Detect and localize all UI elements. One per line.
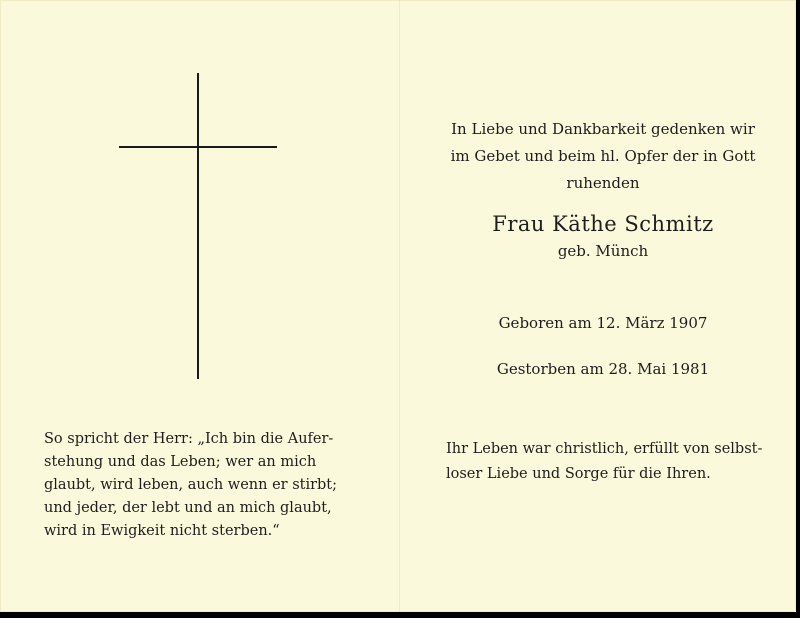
intro-line-3: ruhenden — [566, 174, 640, 192]
intro-line-2: im Gebet und beim hl. Opfer der in Gott — [450, 147, 756, 165]
cross-horizontal-beam — [119, 146, 277, 148]
maiden-name: geb. Münch — [557, 242, 649, 260]
cross-vertical-beam — [197, 73, 199, 379]
tribute-line-1: Ihr Leben war christlich, erfüllt von selbst- — [446, 441, 763, 457]
tribute-line-2: loser Liebe und Sorge für die Ihren. — [446, 466, 711, 482]
scripture-line-3: glaubt, wird leben, auch wenn er stirbt; — [44, 477, 338, 493]
death-date: Gestorben am 28. Mai 1981 — [496, 360, 710, 378]
scripture-line-1: So spricht der Herr: „Ich bin die Aufer- — [44, 431, 334, 447]
scripture-line-5: wird in Ewigkeit nicht sterben.“ — [44, 523, 280, 539]
scripture-line-2: stehung und das Leben; wer an mich — [44, 454, 317, 470]
scripture-line-4: und jeder, der lebt und an mich glaubt, — [44, 500, 332, 516]
intro-line-1: In Liebe und Dankbarkeit gedenken wir — [451, 120, 755, 138]
card-fold-line — [399, 0, 400, 612]
birth-date: Geboren am 12. März 1907 — [498, 314, 708, 332]
deceased-name: Frau Käthe Schmitz — [492, 212, 714, 236]
